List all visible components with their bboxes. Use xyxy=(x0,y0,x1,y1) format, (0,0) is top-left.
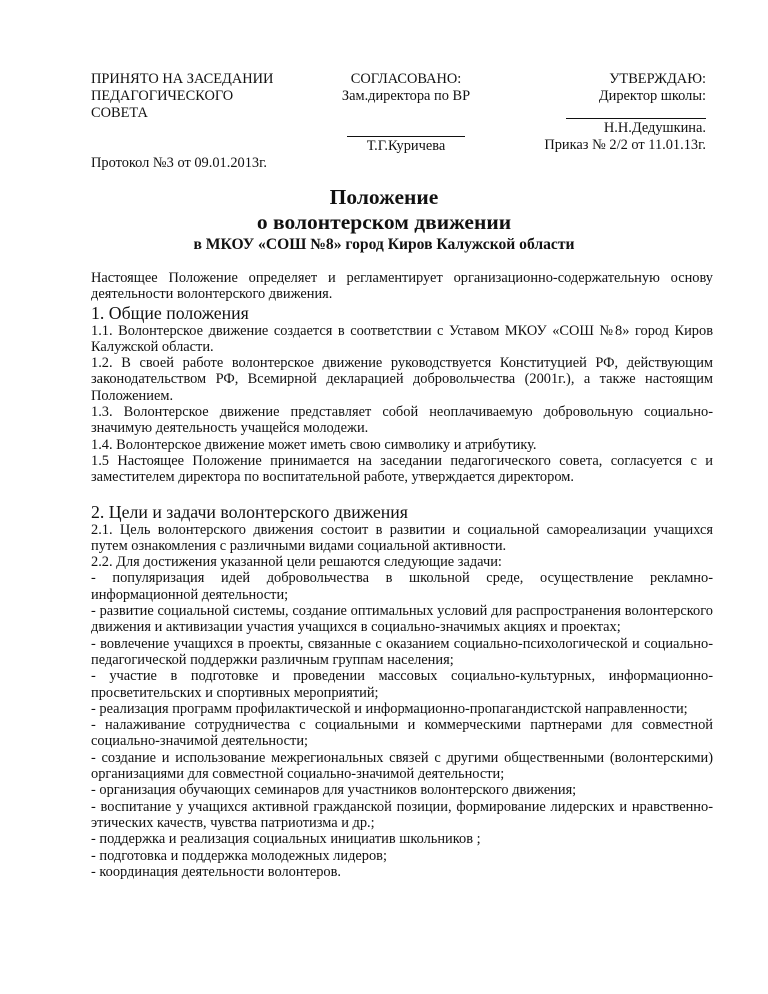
task-list-item: - поддержка и реализация социальных инициатив школьников ; xyxy=(91,831,481,848)
section-2-heading: 2. Цели и задачи волонтерского движения xyxy=(91,501,408,522)
approved-position: Директор школы: xyxy=(598,88,706,104)
section-2-paragraph: 2.1. Цель волонтерского движения состоит в развитии и социальной самореализации учащихся путем ознакомления с различными видами социальной активности. xyxy=(91,521,713,554)
task-list-item: - участие в подготовке и проведении массовых социально-культурных, информационно-просветительских и спортивных мероприятий; xyxy=(91,668,713,701)
accepted-line-1: ПРИНЯТО НА ЗАСЕДАНИИ xyxy=(91,71,274,87)
document-title: Положение xyxy=(329,185,439,209)
document-subtitle: о волонтерском движении xyxy=(256,210,512,234)
document-body xyxy=(91,270,713,880)
accepted-line-2: ПЕДАГОГИЧЕСКОГО xyxy=(91,88,234,104)
intro-paragraph: Настоящее Положение определяет и регламентирует организационно-содержательную основу деятельности волонтерского движения. xyxy=(91,270,713,303)
agreed-signer-name: Т.Г.Куричева xyxy=(366,138,446,154)
task-list-item: - налаживание сотрудничества с социальными и коммерческими партнерами для совместной социально-значимой деятельности; xyxy=(91,717,713,750)
header-agreed-block xyxy=(326,71,486,155)
agreed-position: Зам.директора по ВР xyxy=(341,88,471,104)
header-approved-block xyxy=(500,71,706,154)
header-accepted-block xyxy=(91,71,311,172)
section-1-paragraph: 1.2. В своей работе волонтерское движение руководствуется Конституцией РФ, действующим законодательством РФ, Всемирной декларацией добровольчества (2001г.), а также настоящим Положением. xyxy=(91,355,713,404)
document-organization: в МКОУ «СОШ №8» город Киров Калужской области xyxy=(193,236,575,253)
section-1-paragraph: 1.5 Настоящее Положение принимается на заседании педагогического совета, согласуется с и заместителем директора по воспитательной работе, утверждается директором. xyxy=(91,452,713,486)
section-1-paragraph: 1.1. Волонтерское движение создается в соответствии с Уставом МКОУ «СОШ №8» город Киров Калужской области. xyxy=(91,322,713,355)
section-spacer xyxy=(91,486,713,502)
section-1-paragraph: 1.3. Волонтерское движение представляет собой неоплачиваемую добровольную социально-значимую деятельность учащейся молодежи. xyxy=(91,404,713,437)
section-1-heading: 1. Общие положения xyxy=(91,302,249,323)
accepted-line-3: СОВЕТА xyxy=(91,105,148,121)
protocol-reference: Протокол №3 от 09.01.2013г. xyxy=(91,155,267,171)
task-list-item: - подготовка и поддержка молодежных лидеров; xyxy=(91,847,387,864)
approved-signer-name: Н.Н.Дедушкина. xyxy=(603,120,706,136)
task-list-item: - развитие социальной системы, создание оптимальных условий для распространения волонтерского движения и активизации участия учащихся в социально-значимых акциях и проектах; xyxy=(91,603,713,636)
task-list-item: - создание и использование межрегиональных связей с другими общественными (волонтерскими) организациями для совместной социально-значимой деятельности; xyxy=(91,749,713,783)
section-2-paragraph: 2.2. Для достижения указанной цели решаются следующие задачи: xyxy=(91,554,502,571)
approved-signature-line xyxy=(566,118,706,119)
section-1-paragraph: 1.4. Волонтерское движение может иметь свою символику и атрибутику. xyxy=(91,436,537,453)
task-list-item: - организация обучающих семинаров для участников волонтерского движения; xyxy=(91,782,577,799)
approved-order-reference: Приказ № 2/2 от 11.01.13г. xyxy=(544,137,706,153)
agreed-signature-line xyxy=(347,136,465,137)
task-list-item: - популяризация идей добровольчества в школьной среде, осуществление рекламно-информационной деятельности; xyxy=(91,570,713,603)
task-list-item: - координация деятельности волонтеров. xyxy=(91,863,341,880)
agreed-heading: СОГЛАСОВАНО: xyxy=(350,71,462,87)
task-list-item: - воспитание у учащихся активной гражданской позиции, формирование лидерских и нравственно-этических качеств, чувства патриотизма и др.; xyxy=(91,798,713,831)
approved-heading: УТВЕРЖДАЮ: xyxy=(609,71,706,87)
task-list-item: - вовлечение учащихся в проекты, связанные с оказанием социально-психологической и социально-педагогической поддержки различным группам населения; xyxy=(91,635,713,668)
task-list-item: - реализация программ профилактической и информационно-пропагандистской направленности; xyxy=(91,700,688,717)
